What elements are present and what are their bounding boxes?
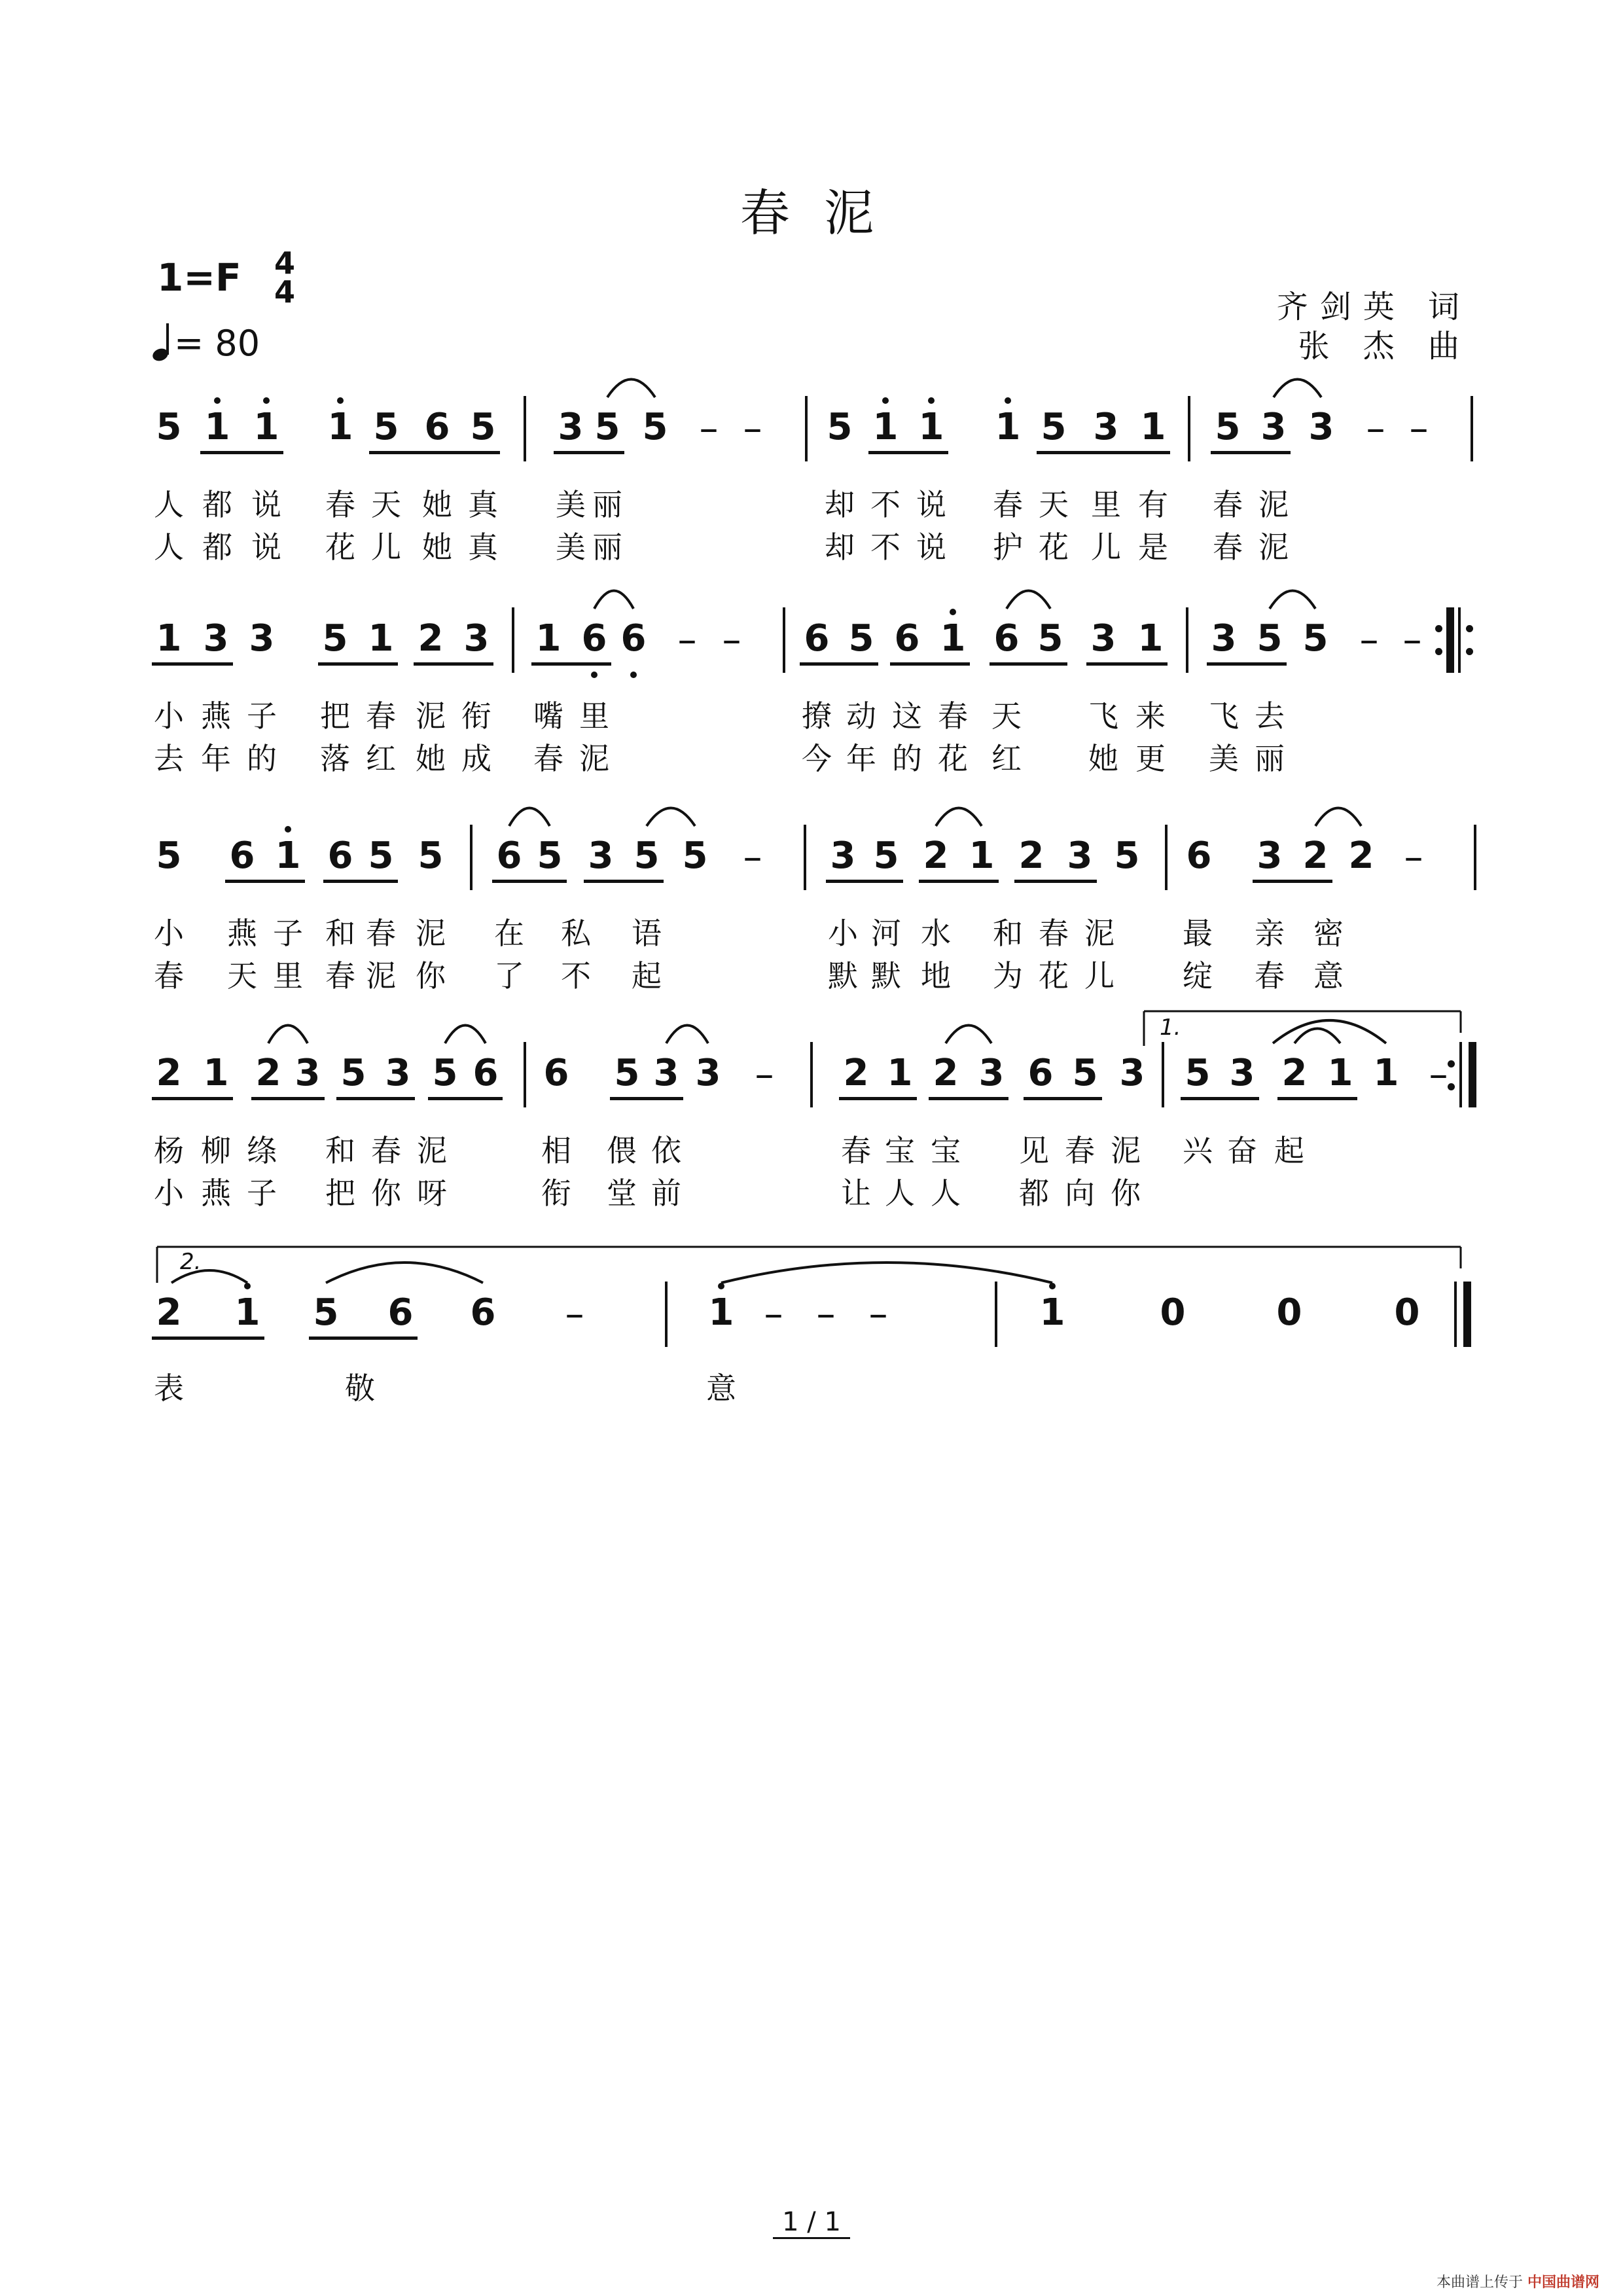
lyric-verse-2: 说: [916, 529, 946, 565]
note: 1: [1327, 1052, 1353, 1094]
lyric-verse-1: 这: [892, 698, 922, 734]
note: 6: [993, 617, 1020, 660]
lyric-verse-1: 和: [993, 916, 1023, 951]
note: 5: [156, 406, 182, 448]
slur: [1315, 808, 1361, 827]
lyric-verse-2: 意: [1313, 958, 1344, 994]
slur: [1270, 591, 1315, 609]
lyric-verse-2: 泥: [579, 741, 609, 776]
lyric-verse-1: 都: [202, 487, 232, 522]
note: 6: [543, 1052, 569, 1094]
note: 1: [872, 406, 899, 448]
hold-dash: –: [1429, 1052, 1448, 1096]
note: 5: [594, 406, 620, 448]
note: 3: [978, 1052, 1005, 1094]
lyric-verse-1: 燕: [227, 916, 257, 951]
note: 6: [804, 617, 830, 660]
note: 2: [156, 1291, 182, 1334]
note: 5: [614, 1052, 640, 1094]
slur: [1007, 591, 1050, 609]
lyric-verse-2: 里: [273, 958, 303, 994]
note: 5: [873, 834, 899, 877]
note: 2: [843, 1052, 869, 1094]
lyric-verse-2: 都: [202, 529, 232, 565]
hold-dash: –: [755, 1052, 774, 1096]
note: 1: [940, 617, 966, 660]
lyric-verse-1: 小: [154, 916, 184, 951]
note: 6: [620, 617, 647, 660]
note: 3: [1119, 1052, 1145, 1094]
slur: [171, 1270, 247, 1283]
lyric-verse-1: 春: [366, 916, 396, 951]
note: 3: [1229, 1052, 1255, 1094]
lyric-verse-2: 默: [871, 958, 901, 994]
lyric-verse-1: 撩: [802, 698, 832, 734]
note: 1: [887, 1052, 913, 1094]
lyric-verse-2: 护: [993, 529, 1023, 565]
slur: [509, 808, 550, 827]
lyric-verse-2: 花: [325, 529, 355, 565]
lyric-verse-2: 却: [825, 529, 855, 565]
note: 5: [1257, 617, 1283, 660]
lyric-verse-1: 依: [651, 1133, 681, 1168]
lyric-verse-1: 泥: [416, 698, 446, 734]
lyric-verse-2: 你: [371, 1175, 401, 1211]
lyric-verse-1: 河: [871, 916, 901, 951]
lyric-verse-1: 密: [1313, 916, 1344, 951]
lyric-verse-1: 宝: [885, 1133, 915, 1168]
note: 3: [1067, 834, 1093, 877]
note: 5: [537, 834, 563, 877]
lyric-verse-2: 你: [1111, 1175, 1141, 1211]
note: 3: [653, 1052, 679, 1094]
note: 2: [1302, 834, 1329, 877]
note: 5: [1114, 834, 1140, 877]
note: 5: [432, 1052, 458, 1094]
lyric-verse-2: 燕: [201, 1175, 231, 1211]
lyric-verse-2: 她: [422, 529, 452, 565]
lyric-verse-1: 人: [154, 487, 184, 522]
note: 1: [969, 834, 995, 877]
lyric-verse-1: 泥: [1084, 916, 1115, 951]
lyric-verse-1: 柳: [201, 1133, 231, 1168]
note: 3: [249, 617, 275, 660]
note: 6: [473, 1052, 499, 1094]
note: 5: [827, 406, 853, 448]
note: 5: [1302, 617, 1329, 660]
lyric-verse-1: 宝: [931, 1133, 961, 1168]
lyric-verse-2: 的: [247, 741, 277, 776]
note: 6: [894, 617, 920, 660]
note: 1: [327, 406, 353, 448]
lyric-verse-2: 衔: [541, 1175, 571, 1211]
lyric-verse-1: 却: [825, 487, 855, 522]
note: 1: [368, 617, 394, 660]
lyric-verse-2: 春: [1213, 529, 1243, 565]
lyric-verse-1: 里: [579, 698, 609, 734]
hold-dash: –: [1409, 406, 1429, 450]
lyric-verse-1: 小: [828, 916, 858, 951]
slur: [1274, 380, 1321, 398]
note: 5: [368, 834, 394, 877]
lyric-verse-2: 起: [632, 958, 662, 994]
note: 5: [633, 834, 660, 877]
lyric-verse-1: 兴: [1183, 1133, 1213, 1168]
note: 1: [275, 834, 301, 877]
lyric-verse-1: 起: [1274, 1133, 1304, 1168]
slur: [666, 1026, 708, 1044]
note: 5: [1215, 406, 1241, 448]
lyric-verse-2: 绽: [1183, 958, 1213, 994]
lyric-verse-2: 落: [320, 741, 350, 776]
lyric-verse-2: 成: [461, 741, 491, 776]
lyric-verse-2: 红: [366, 741, 396, 776]
hold-dash: –: [764, 1291, 783, 1336]
lyric-verse-1: 见: [1019, 1133, 1049, 1168]
note: 5: [340, 1052, 366, 1094]
note: 5: [1072, 1052, 1098, 1094]
lyric-verse-2: 说: [251, 529, 281, 565]
lyric-verse-2: 子: [247, 1175, 277, 1211]
lyric-verse-1: 私: [561, 916, 591, 951]
lyric-verse-2: 让: [841, 1175, 871, 1211]
hold-dash: –: [722, 617, 741, 662]
hold-dash: –: [816, 1291, 836, 1336]
note: 2: [255, 1052, 281, 1094]
note: 3: [1090, 617, 1116, 660]
lyric-verse-1: 奋: [1227, 1133, 1257, 1168]
lyric-verse-2: 你: [416, 958, 446, 994]
lyric-verse-2: 年: [846, 741, 876, 776]
note: 6: [229, 834, 255, 877]
lyric-verse-1: 衔: [461, 698, 491, 734]
slur: [647, 808, 695, 827]
slur: [1294, 1029, 1340, 1044]
hold-dash: –: [1404, 834, 1423, 879]
hold-dash: –: [743, 834, 762, 879]
note: 3: [463, 617, 490, 660]
lyric-verse-1: 春: [371, 1133, 401, 1168]
hold-dash: –: [868, 1291, 888, 1336]
note: 3: [1308, 406, 1334, 448]
lyric-verse-1: 春: [841, 1133, 871, 1168]
lyric-verse-2: 儿: [1084, 958, 1115, 994]
lyric-verse-2: 丽: [592, 529, 622, 565]
lyric-verse-1: 春: [325, 487, 355, 522]
lyric-verse-1: 最: [1183, 916, 1213, 951]
lyric-verse-1: 春: [993, 487, 1023, 522]
lyric-verse-1: 相: [541, 1133, 571, 1168]
lyric-verse-2: 堂: [607, 1175, 637, 1211]
note: 1: [1140, 406, 1166, 448]
note: 6: [581, 617, 607, 660]
lyric-verse-1: 说: [916, 487, 946, 522]
lyric-verse-2: 美: [1209, 741, 1239, 776]
note: 1: [1137, 617, 1164, 660]
lyric-verse-1: 春: [938, 698, 968, 734]
meter-numerator: 4: [274, 245, 295, 281]
lyric-verse-1: 水: [921, 916, 951, 951]
lyric-verse-1: 春: [366, 698, 396, 734]
lyric-verse-2: 丽: [1255, 741, 1285, 776]
slur: [721, 1263, 1052, 1283]
lyric-verse-1: 和: [325, 916, 355, 951]
lyric-verse-2: 去: [154, 741, 184, 776]
lyric-verse-1: 里: [1091, 487, 1121, 522]
lyric-verse-2: 花: [1039, 529, 1069, 565]
hold-dash: –: [699, 406, 719, 450]
note: 3: [830, 834, 856, 877]
note: 5: [418, 834, 444, 877]
lyric-verse-2: 的: [892, 741, 922, 776]
note: 6: [1027, 1052, 1054, 1094]
lyric-verse-2: 人: [154, 529, 184, 565]
lyric-verse-2: 她: [416, 741, 446, 776]
lyric-verse-2: 更: [1135, 741, 1166, 776]
lyric-verse-2: 春: [154, 958, 184, 994]
lyric-verse-2: 美: [556, 529, 586, 565]
lyric-verse-1: 天: [371, 487, 401, 522]
lyric-verse-2: 人: [885, 1175, 915, 1211]
lyric-verse-1: 泥: [1258, 487, 1289, 522]
lyric-verse-1: 去: [1255, 698, 1285, 734]
slur: [946, 1026, 991, 1044]
page-number: 1 / 1: [0, 2207, 1623, 2237]
slur: [326, 1263, 483, 1283]
note: 6: [424, 406, 450, 448]
lyric-verse-2: 天: [227, 958, 257, 994]
lyric-verse-2: 向: [1065, 1175, 1095, 1211]
lyric-verse-2: 泥: [1258, 529, 1289, 565]
note: 3: [1257, 834, 1283, 877]
lyric-verse-1: 表: [154, 1371, 184, 1406]
note: 2: [1281, 1052, 1308, 1094]
volta-2-number: 2.: [180, 1249, 202, 1275]
lyric-verse-2: 不: [870, 529, 901, 565]
lyric-verse-2: 真: [468, 529, 498, 565]
hold-dash: –: [1366, 406, 1385, 450]
lyricist-credit: 齐剑英 词: [1276, 289, 1471, 325]
lyric-verse-2: 把: [325, 1175, 355, 1211]
lyric-verse-1: 偎: [607, 1133, 637, 1168]
note: 1: [708, 1291, 734, 1334]
note: 5: [470, 406, 496, 448]
watermark-site: 中国曲谱网: [1527, 2274, 1599, 2291]
lyric-verse-1: 敬: [345, 1371, 375, 1406]
page-title: 春 泥: [740, 184, 883, 242]
note: 1: [1373, 1052, 1399, 1094]
note: 6: [470, 1291, 496, 1334]
lyric-verse-2: 她: [1088, 741, 1118, 776]
watermark: 本曲谱上传于 中国曲谱网: [1436, 2274, 1599, 2291]
lyric-verse-1: 丽: [592, 487, 622, 522]
note: 5: [848, 617, 874, 660]
note: 1: [535, 617, 562, 660]
lyric-verse-1: 有: [1138, 487, 1168, 522]
lyric-verse-2: 春: [1255, 958, 1285, 994]
lyric-verse-1: 和: [325, 1133, 355, 1168]
lyric-verse-2: 为: [993, 958, 1023, 994]
lyric-verse-2: 儿: [1091, 529, 1121, 565]
lyric-verse-2: 红: [991, 741, 1022, 776]
lyric-verse-1: 动: [846, 698, 876, 734]
lyric-verse-2: 年: [201, 741, 231, 776]
lyric-verse-1: 把: [320, 698, 350, 734]
hold-dash: –: [743, 406, 762, 450]
lyric-verse-2: 儿: [371, 529, 401, 565]
note: 1: [995, 406, 1021, 448]
lyric-verse-1: 天: [1039, 487, 1069, 522]
note: 3: [588, 834, 614, 877]
note: 5: [1037, 617, 1063, 660]
slur: [594, 591, 633, 609]
lyric-verse-1: 她: [422, 487, 452, 522]
lyric-verse-1: 真: [468, 487, 498, 522]
lyric-verse-1: 语: [632, 916, 662, 951]
note: 5: [322, 617, 348, 660]
note: 2: [1348, 834, 1374, 877]
lyric-verse-1: 飞: [1209, 698, 1239, 734]
note: 6: [1186, 834, 1212, 877]
note: 0: [1276, 1291, 1302, 1334]
lyric-verse-2: 人: [931, 1175, 961, 1211]
lyric-verse-2: 春: [325, 958, 355, 994]
note: 0: [1394, 1291, 1420, 1334]
note: 1: [204, 406, 230, 448]
tempo-value: = 80: [174, 323, 260, 365]
lyric-verse-1: 杨: [154, 1133, 184, 1168]
note: 0: [1160, 1291, 1186, 1334]
slur: [445, 1026, 486, 1044]
hold-dash: –: [565, 1291, 584, 1336]
lyric-verse-2: 春: [533, 741, 563, 776]
lyric-verse-1: 子: [247, 698, 277, 734]
note: 6: [327, 834, 353, 877]
lyric-verse-2: 默: [828, 958, 858, 994]
note: 3: [294, 1052, 321, 1094]
lyric-verse-1: 春: [1065, 1133, 1095, 1168]
slur: [607, 380, 655, 398]
lyric-verse-1: 泥: [416, 916, 446, 951]
note: 2: [418, 617, 444, 660]
lyric-verse-1: 说: [251, 487, 281, 522]
lyric-verse-2: 都: [1019, 1175, 1049, 1211]
slur: [936, 808, 982, 827]
note: 3: [385, 1052, 411, 1094]
note: 2: [923, 834, 949, 877]
note: 5: [682, 834, 708, 877]
note: 3: [1093, 406, 1119, 448]
note: 5: [313, 1291, 339, 1334]
lyric-verse-2: 小: [154, 1175, 184, 1211]
lyric-verse-2: 前: [651, 1175, 681, 1211]
slur: [268, 1026, 308, 1044]
lyric-verse-1: 嘴: [533, 698, 563, 734]
lyric-verse-1: 来: [1135, 698, 1166, 734]
note: 1: [1039, 1291, 1065, 1334]
note: 1: [253, 406, 279, 448]
volta-1-number: 1.: [1160, 1014, 1181, 1041]
note: 2: [156, 1052, 182, 1094]
lyric-verse-2: 不: [561, 958, 591, 994]
note: 5: [1041, 406, 1067, 448]
lyric-verse-2: 今: [802, 741, 832, 776]
lyric-verse-1: 春: [1039, 916, 1069, 951]
note: 3: [1260, 406, 1287, 448]
lyric-verse-1: 小: [154, 698, 184, 734]
note: 5: [373, 406, 399, 448]
lyric-verse-2: 呀: [417, 1175, 447, 1211]
note: 5: [1185, 1052, 1211, 1094]
hold-dash: –: [1359, 617, 1379, 662]
lyric-verse-2: 花: [1039, 958, 1069, 994]
note: 1: [203, 1052, 229, 1094]
lyric-verse-2: 花: [938, 741, 968, 776]
note: 5: [156, 834, 182, 877]
note: 3: [203, 617, 229, 660]
lyric-verse-1: 飞: [1088, 698, 1118, 734]
meter-denominator: 4: [274, 274, 295, 310]
key-signature: 1=F: [157, 255, 241, 300]
lyric-verse-1: 春: [1213, 487, 1243, 522]
note: 3: [1211, 617, 1237, 660]
lyric-verse-1: 美: [556, 487, 586, 522]
lyric-verse-1: 天: [991, 698, 1022, 734]
note: 1: [156, 617, 182, 660]
lyric-verse-2: 了: [494, 958, 524, 994]
lyric-verse-1: 不: [870, 487, 901, 522]
note: 2: [1018, 834, 1044, 877]
lyric-verse-1: 子: [273, 916, 303, 951]
note: 6: [387, 1291, 414, 1334]
note: 3: [558, 406, 584, 448]
note: 6: [496, 834, 522, 877]
note: 5: [642, 406, 668, 448]
lyric-verse-2: 是: [1138, 529, 1168, 565]
lyric-verse-2: 地: [921, 958, 951, 994]
note: 1: [918, 406, 944, 448]
lyric-verse-2: 泥: [366, 958, 396, 994]
note: 3: [695, 1052, 721, 1094]
lyric-verse-1: 燕: [201, 698, 231, 734]
lyric-verse-1: 泥: [417, 1133, 447, 1168]
lyric-verse-1: 亲: [1255, 916, 1285, 951]
lyric-verse-1: 在: [494, 916, 524, 951]
lyric-verse-1: 泥: [1111, 1133, 1141, 1168]
lyric-verse-1: 绦: [247, 1133, 277, 1168]
lyric-verse-1: 意: [706, 1371, 736, 1406]
hold-dash: –: [1402, 617, 1422, 662]
composer-credit: 张 杰 曲: [1298, 328, 1471, 365]
note: 2: [933, 1052, 959, 1094]
hold-dash: –: [677, 617, 697, 662]
note: 1: [234, 1291, 260, 1334]
